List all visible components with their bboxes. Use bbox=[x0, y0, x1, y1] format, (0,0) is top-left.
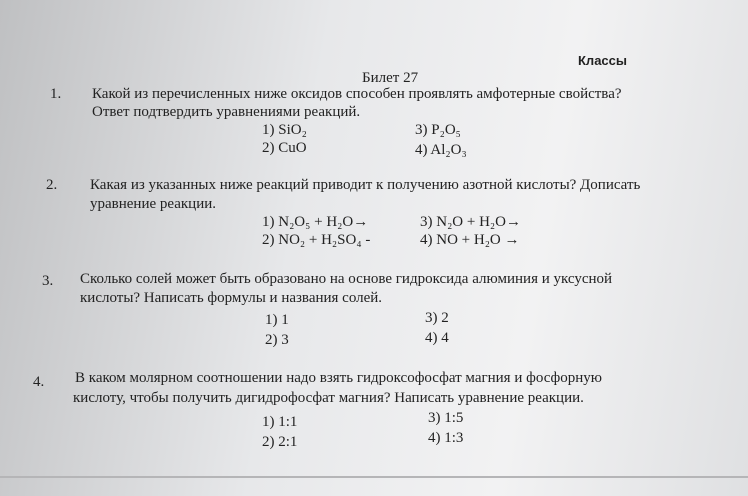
q4-text-line2: кислоту, чтобы получить дигидрофосфат магния? Написать уравнение реакции. bbox=[73, 390, 584, 406]
q3-option-2: 2) 3 bbox=[265, 332, 289, 348]
q4-option-3: 3) 1:5 bbox=[428, 410, 464, 426]
q1-text-line1: Какой из перечисленных ниже оксидов способен проявлять амфотерные свойства? bbox=[92, 86, 622, 102]
q2-text-line1: Какая из указанных ниже реакций приводит к получению азотной кислоты? Дописать bbox=[90, 177, 641, 193]
q1-option-2: 2) CuO bbox=[262, 140, 307, 156]
page-edge-divider bbox=[0, 476, 748, 478]
q3-text-line2: кислоты? Написать формулы и названия солей. bbox=[80, 290, 383, 306]
q2-option-1: 1) N₂O₅ + H₂O→ bbox=[262, 214, 369, 230]
q1-option-1: 1) SiO₂ bbox=[262, 122, 307, 138]
q3-number: 3. bbox=[42, 273, 54, 289]
q3-text-line1: Сколько солей может быть образовано на основе гидроксида алюминия и уксусной bbox=[80, 271, 613, 287]
q2-option-2: 2) NO₂ + H₂SO₄ - bbox=[262, 232, 371, 248]
q3-option-1: 1) 1 bbox=[265, 312, 289, 328]
q3-option-4: 4) 4 bbox=[425, 330, 449, 346]
q4-number: 4. bbox=[33, 374, 45, 390]
q1-number: 1. bbox=[50, 86, 62, 102]
q4-text-line1: В каком молярном соотношении надо взять гидроксофосфат магния и фосфорную bbox=[75, 370, 602, 386]
q2-option-4: 4) NO + H₂O → bbox=[420, 232, 520, 248]
q1-option-4: 4) Al₂O₃ bbox=[415, 142, 467, 158]
q2-option-3: 3) N₂O + H₂O→ bbox=[420, 214, 521, 230]
q3-option-3: 3) 2 bbox=[425, 310, 449, 326]
ticket-title: Билет 27 bbox=[362, 70, 419, 86]
q1-text-line2: Ответ подтвердить уравнениями реакций. bbox=[92, 104, 361, 120]
q4-option-2: 2) 2:1 bbox=[262, 434, 298, 450]
q2-number: 2. bbox=[46, 177, 58, 193]
q2-text-line2: уравнение реакции. bbox=[90, 196, 217, 212]
classes-label: Классы bbox=[578, 53, 627, 68]
q1-option-3: 3) P₂O₅ bbox=[415, 122, 461, 138]
q4-option-4: 4) 1:3 bbox=[428, 430, 464, 446]
q4-option-1: 1) 1:1 bbox=[262, 414, 298, 430]
